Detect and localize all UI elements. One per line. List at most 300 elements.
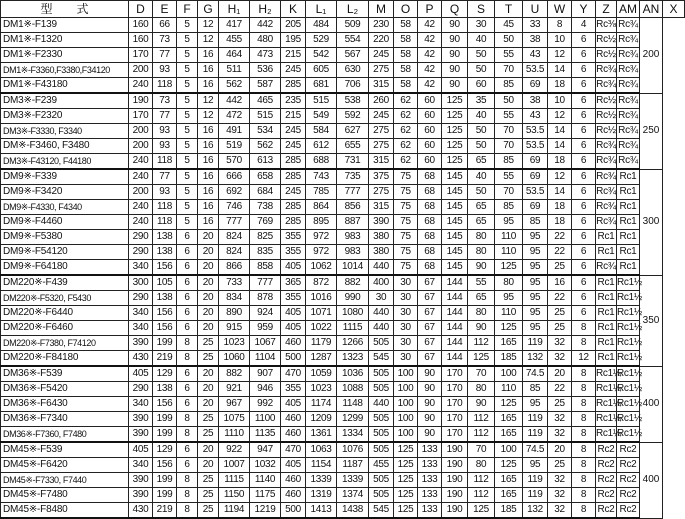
- value-cell: 38: [523, 93, 548, 109]
- value-cell: 340: [129, 458, 153, 473]
- value-cell: 20: [198, 458, 219, 473]
- value-cell: 90: [418, 366, 442, 382]
- value-cell: 5: [177, 215, 198, 230]
- value-cell: Rc¾: [617, 63, 640, 78]
- value-cell: 93: [153, 63, 177, 78]
- value-cell: 25: [198, 488, 219, 503]
- value-cell: Rc2: [596, 503, 617, 519]
- value-cell: 125: [495, 458, 523, 473]
- column-header: W: [548, 1, 572, 18]
- value-cell: 220: [369, 33, 394, 48]
- value-cell: 200: [129, 124, 153, 139]
- value-cell: 480: [250, 33, 281, 48]
- value-cell: 118: [153, 200, 177, 215]
- value-cell: 144: [442, 306, 468, 321]
- value-cell: 73: [153, 93, 177, 109]
- value-cell: 6: [177, 321, 198, 336]
- value-cell: 8: [177, 503, 198, 519]
- value-cell: 68: [418, 200, 442, 215]
- value-cell: 245: [369, 48, 394, 63]
- value-cell: 68: [418, 185, 442, 200]
- value-cell: 55: [495, 48, 523, 63]
- value-cell: 129: [153, 442, 177, 458]
- value-cell: 69: [523, 200, 548, 215]
- value-cell: Rc½: [596, 93, 617, 109]
- value-cell: 110: [495, 245, 523, 260]
- table-row: [1, 48, 685, 63]
- value-cell: 95: [495, 215, 523, 230]
- value-cell: 20: [198, 442, 219, 458]
- column-header: Z: [596, 1, 617, 18]
- value-cell: 12: [548, 169, 572, 185]
- column-header: Q: [442, 1, 468, 18]
- value-cell: 882: [337, 275, 369, 291]
- value-cell: 856: [337, 200, 369, 215]
- value-cell: 509: [337, 18, 369, 33]
- value-cell: 491: [219, 124, 250, 139]
- value-cell: 1148: [337, 397, 369, 412]
- value-cell: Rc2: [617, 473, 640, 488]
- value-cell: 1361: [306, 427, 337, 443]
- value-cell: 125: [394, 488, 418, 503]
- value-cell: 5: [177, 109, 198, 124]
- value-cell: 14: [548, 139, 572, 154]
- value-cell: 355: [281, 245, 306, 260]
- value-cell: 62: [394, 93, 418, 109]
- value-cell: 20: [198, 230, 219, 245]
- value-cell: 505: [369, 473, 394, 488]
- x-value-cell: 250: [640, 93, 663, 169]
- value-cell: Rc1: [617, 230, 640, 245]
- value-cell: 878: [250, 291, 281, 306]
- value-cell: 630: [337, 63, 369, 78]
- value-cell: 1154: [306, 458, 337, 473]
- value-cell: 967: [219, 397, 250, 412]
- value-cell: 1071: [306, 306, 337, 321]
- value-cell: 20: [198, 306, 219, 321]
- table-row: [1, 18, 685, 33]
- column-header: T: [495, 1, 523, 18]
- value-cell: 430: [129, 351, 153, 367]
- value-cell: 18: [548, 78, 572, 94]
- value-cell: 170: [129, 48, 153, 63]
- value-cell: 20: [198, 275, 219, 291]
- value-cell: Rc1¼: [596, 382, 617, 397]
- value-cell: 125: [442, 154, 468, 170]
- value-cell: 240: [129, 78, 153, 94]
- value-cell: 587: [250, 78, 281, 94]
- value-cell: 144: [442, 351, 468, 367]
- value-cell: 145: [442, 230, 468, 245]
- value-cell: 777: [250, 275, 281, 291]
- value-cell: 5: [177, 63, 198, 78]
- column-header: K: [281, 1, 306, 18]
- value-cell: 119: [523, 473, 548, 488]
- model-cell: DM9※-F64180: [1, 260, 129, 276]
- value-cell: 112: [468, 427, 495, 443]
- value-cell: 58: [394, 48, 418, 63]
- value-cell: 62: [394, 154, 418, 170]
- value-cell: 777: [219, 215, 250, 230]
- value-cell: 25: [198, 427, 219, 443]
- value-cell: 8: [572, 442, 596, 458]
- value-cell: 185: [495, 351, 523, 367]
- value-cell: 1007: [219, 458, 250, 473]
- model-cell: DM45※-F7330, F7440: [1, 473, 129, 488]
- value-cell: 442: [250, 18, 281, 33]
- value-cell: 18: [548, 200, 572, 215]
- value-cell: 118: [153, 154, 177, 170]
- value-cell: 8: [177, 336, 198, 351]
- value-cell: 285: [281, 215, 306, 230]
- value-cell: 1110: [219, 427, 250, 443]
- value-cell: 68: [418, 245, 442, 260]
- value-cell: 592: [337, 109, 369, 124]
- value-cell: Rc¾: [617, 78, 640, 94]
- value-cell: 69: [523, 169, 548, 185]
- column-header: 型 式: [1, 1, 129, 18]
- model-cell: DM45※-F7480: [1, 488, 129, 503]
- value-cell: 45: [495, 18, 523, 33]
- value-cell: 75: [394, 215, 418, 230]
- value-cell: 165: [495, 412, 523, 427]
- value-cell: 4: [572, 18, 596, 33]
- value-cell: 6: [177, 397, 198, 412]
- value-cell: Rc2: [617, 442, 640, 458]
- value-cell: 1266: [337, 336, 369, 351]
- model-cell: DM220※-F6460: [1, 321, 129, 336]
- value-cell: 6: [572, 109, 596, 124]
- value-cell: 25: [548, 260, 572, 276]
- value-cell: 70: [495, 124, 523, 139]
- value-cell: Rc1½: [617, 321, 640, 336]
- value-cell: 100: [495, 442, 523, 458]
- model-cell: DM1※-F139: [1, 18, 129, 33]
- table-body: [1, 18, 685, 519]
- value-cell: 470: [281, 442, 306, 458]
- model-cell: DM220※-F439: [1, 275, 129, 291]
- value-cell: 1323: [337, 351, 369, 367]
- value-cell: 6: [572, 230, 596, 245]
- value-cell: 145: [442, 260, 468, 276]
- value-cell: 95: [495, 291, 523, 306]
- model-cell: DM3※-F43120, F44180: [1, 154, 129, 170]
- value-cell: 1104: [250, 351, 281, 367]
- model-cell: DM3※-F239: [1, 93, 129, 109]
- value-cell: 6: [572, 124, 596, 139]
- value-cell: 60: [468, 78, 495, 94]
- value-cell: 16: [198, 215, 219, 230]
- value-cell: 1175: [250, 488, 281, 503]
- value-cell: 125: [468, 503, 495, 519]
- value-cell: Rc1: [596, 275, 617, 291]
- value-cell: 1438: [337, 503, 369, 519]
- column-header: H₂: [250, 1, 281, 18]
- model-cell: DM3※-F3330, F3340: [1, 124, 129, 139]
- value-cell: 460: [281, 336, 306, 351]
- value-cell: 684: [250, 185, 281, 200]
- value-cell: 215: [281, 48, 306, 63]
- table-row: [1, 185, 685, 200]
- value-cell: Rc1½: [617, 366, 640, 382]
- value-cell: 6: [572, 275, 596, 291]
- value-cell: 825: [250, 230, 281, 245]
- value-cell: 53.5: [523, 139, 548, 154]
- value-cell: 285: [281, 200, 306, 215]
- value-cell: 470: [281, 366, 306, 382]
- value-cell: 55: [468, 275, 495, 291]
- value-cell: 145: [442, 169, 468, 185]
- value-cell: 545: [369, 351, 394, 367]
- value-cell: 245: [281, 124, 306, 139]
- value-cell: 785: [306, 185, 337, 200]
- value-cell: 290: [129, 291, 153, 306]
- value-cell: 80: [495, 275, 523, 291]
- value-cell: Rc¾: [596, 154, 617, 170]
- value-cell: 405: [281, 397, 306, 412]
- value-cell: 95: [523, 260, 548, 276]
- value-cell: 240: [129, 215, 153, 230]
- value-cell: 746: [219, 200, 250, 215]
- value-cell: 145: [442, 185, 468, 200]
- value-cell: 16: [198, 48, 219, 63]
- value-cell: 190: [442, 488, 468, 503]
- value-cell: 5: [177, 78, 198, 94]
- value-cell: 75: [394, 245, 418, 260]
- table-row: [1, 93, 685, 109]
- value-cell: 5: [177, 200, 198, 215]
- value-cell: 959: [250, 321, 281, 336]
- value-cell: 390: [129, 336, 153, 351]
- value-cell: 185: [495, 503, 523, 519]
- value-cell: 200: [129, 63, 153, 78]
- value-cell: 60: [418, 124, 442, 139]
- value-cell: 921: [219, 382, 250, 397]
- value-cell: 769: [250, 215, 281, 230]
- column-header: U: [523, 1, 548, 18]
- column-header: F: [177, 1, 198, 18]
- value-cell: Rc¾: [596, 200, 617, 215]
- value-cell: 58: [394, 63, 418, 78]
- value-cell: 6: [177, 442, 198, 458]
- value-cell: 1062: [306, 260, 337, 276]
- value-cell: 66: [153, 18, 177, 33]
- value-cell: 8: [548, 18, 572, 33]
- value-cell: 1339: [337, 473, 369, 488]
- value-cell: 500: [281, 503, 306, 519]
- value-cell: 915: [219, 321, 250, 336]
- value-cell: 890: [219, 306, 250, 321]
- value-cell: Rc1: [617, 185, 640, 200]
- column-header: D: [129, 1, 153, 18]
- value-cell: 75: [394, 260, 418, 276]
- value-cell: Rc¾: [617, 93, 640, 109]
- value-cell: 8: [572, 412, 596, 427]
- table-row: [1, 275, 685, 291]
- value-cell: 1374: [337, 488, 369, 503]
- value-cell: 74.5: [523, 366, 548, 382]
- value-cell: 340: [129, 260, 153, 276]
- value-cell: 90: [442, 33, 468, 48]
- table-row: [1, 230, 685, 245]
- value-cell: 529: [306, 33, 337, 48]
- value-cell: 170: [442, 366, 468, 382]
- model-cell: DM1※-F1320: [1, 33, 129, 48]
- value-cell: 215: [281, 109, 306, 124]
- value-cell: 735: [337, 169, 369, 185]
- value-cell: 138: [153, 291, 177, 306]
- value-cell: 30: [394, 291, 418, 306]
- value-cell: 68: [418, 260, 442, 276]
- value-cell: 584: [306, 124, 337, 139]
- value-cell: 32: [548, 427, 572, 443]
- value-cell: 390: [129, 488, 153, 503]
- value-cell: 77: [153, 109, 177, 124]
- value-cell: 655: [337, 139, 369, 154]
- value-cell: 190: [129, 93, 153, 109]
- table-row: [1, 473, 685, 488]
- value-cell: 129: [153, 366, 177, 382]
- value-cell: 75: [394, 200, 418, 215]
- value-cell: 67: [418, 306, 442, 321]
- value-cell: 138: [153, 382, 177, 397]
- value-cell: 75: [394, 169, 418, 185]
- value-cell: 562: [219, 78, 250, 94]
- value-cell: 80: [468, 245, 495, 260]
- value-cell: 30: [394, 321, 418, 336]
- value-cell: 1319: [306, 488, 337, 503]
- value-cell: Rc1½: [617, 412, 640, 427]
- value-cell: 58: [394, 78, 418, 94]
- value-cell: 90: [442, 18, 468, 33]
- value-cell: 866: [219, 260, 250, 276]
- value-cell: 90: [418, 382, 442, 397]
- value-cell: 199: [153, 473, 177, 488]
- value-cell: Rc¾: [617, 124, 640, 139]
- value-cell: 90: [418, 427, 442, 443]
- value-cell: 75: [394, 230, 418, 245]
- value-cell: 16: [198, 200, 219, 215]
- value-cell: 67: [418, 291, 442, 306]
- value-cell: 90: [442, 78, 468, 94]
- value-cell: 62: [394, 139, 418, 154]
- value-cell: Rc½: [596, 48, 617, 63]
- value-cell: 93: [153, 124, 177, 139]
- value-cell: 285: [281, 169, 306, 185]
- value-cell: Rc1: [617, 260, 640, 276]
- x-value-cell: 200: [640, 18, 663, 94]
- value-cell: 245: [281, 63, 306, 78]
- value-cell: 160: [129, 18, 153, 33]
- value-cell: 119: [523, 336, 548, 351]
- table-row: [1, 33, 685, 48]
- value-cell: 170: [129, 109, 153, 124]
- value-cell: 5: [177, 185, 198, 200]
- value-cell: 14: [548, 63, 572, 78]
- value-cell: 190: [442, 503, 468, 519]
- value-cell: 6: [177, 291, 198, 306]
- value-cell: 6: [177, 260, 198, 276]
- value-cell: 538: [337, 93, 369, 109]
- value-cell: 534: [250, 124, 281, 139]
- value-cell: 440: [369, 306, 394, 321]
- value-cell: 53.5: [523, 124, 548, 139]
- value-cell: 80: [468, 382, 495, 397]
- value-cell: 68: [418, 215, 442, 230]
- value-cell: 612: [306, 139, 337, 154]
- value-cell: 1080: [337, 306, 369, 321]
- value-cell: 240: [129, 154, 153, 170]
- value-cell: 8: [572, 366, 596, 382]
- value-cell: 390: [129, 473, 153, 488]
- value-cell: 20: [198, 382, 219, 397]
- model-cell: DM※-F3460, F3480: [1, 139, 129, 154]
- value-cell: 1209: [306, 412, 337, 427]
- value-cell: 30: [394, 351, 418, 367]
- value-cell: 1023: [306, 382, 337, 397]
- value-cell: 119: [523, 412, 548, 427]
- value-cell: 100: [394, 382, 418, 397]
- value-cell: 1150: [219, 488, 250, 503]
- value-cell: 199: [153, 336, 177, 351]
- value-cell: 75: [394, 185, 418, 200]
- value-cell: 199: [153, 427, 177, 443]
- value-cell: 1060: [219, 351, 250, 367]
- value-cell: 85: [495, 78, 523, 94]
- value-cell: 12: [198, 18, 219, 33]
- value-cell: 35: [468, 93, 495, 109]
- value-cell: 18: [548, 154, 572, 170]
- value-cell: Rc¾: [617, 18, 640, 33]
- model-cell: DM36※-F7360, F7480: [1, 427, 129, 443]
- column-header: M: [369, 1, 394, 18]
- model-cell: DM1※-F2330: [1, 48, 129, 63]
- value-cell: 145: [442, 245, 468, 260]
- value-cell: 666: [219, 169, 250, 185]
- value-cell: 455: [219, 33, 250, 48]
- value-cell: 65: [468, 291, 495, 306]
- value-cell: 85: [495, 200, 523, 215]
- value-cell: 864: [306, 200, 337, 215]
- value-cell: 460: [281, 488, 306, 503]
- value-cell: 170: [442, 427, 468, 443]
- value-cell: Rc½: [596, 109, 617, 124]
- column-header: E: [153, 1, 177, 18]
- value-cell: 8: [572, 397, 596, 412]
- value-cell: 125: [495, 397, 523, 412]
- model-cell: DM9※-F4330, F4340: [1, 200, 129, 215]
- value-cell: 219: [153, 351, 177, 367]
- value-cell: 5: [177, 124, 198, 139]
- value-cell: 165: [495, 473, 523, 488]
- table-row: [1, 260, 685, 276]
- value-cell: Rc1½: [617, 427, 640, 443]
- value-cell: 80: [468, 230, 495, 245]
- value-cell: 549: [306, 109, 337, 124]
- value-cell: 1187: [337, 458, 369, 473]
- value-cell: 60: [418, 154, 442, 170]
- value-cell: 858: [250, 260, 281, 276]
- value-cell: 5: [177, 18, 198, 33]
- value-cell: 12: [548, 109, 572, 124]
- value-cell: 199: [153, 412, 177, 427]
- value-cell: 144: [442, 321, 468, 336]
- value-cell: 70: [495, 139, 523, 154]
- value-cell: 6: [572, 291, 596, 306]
- value-cell: 405: [281, 321, 306, 336]
- value-cell: 16: [198, 63, 219, 78]
- value-cell: 16: [198, 78, 219, 94]
